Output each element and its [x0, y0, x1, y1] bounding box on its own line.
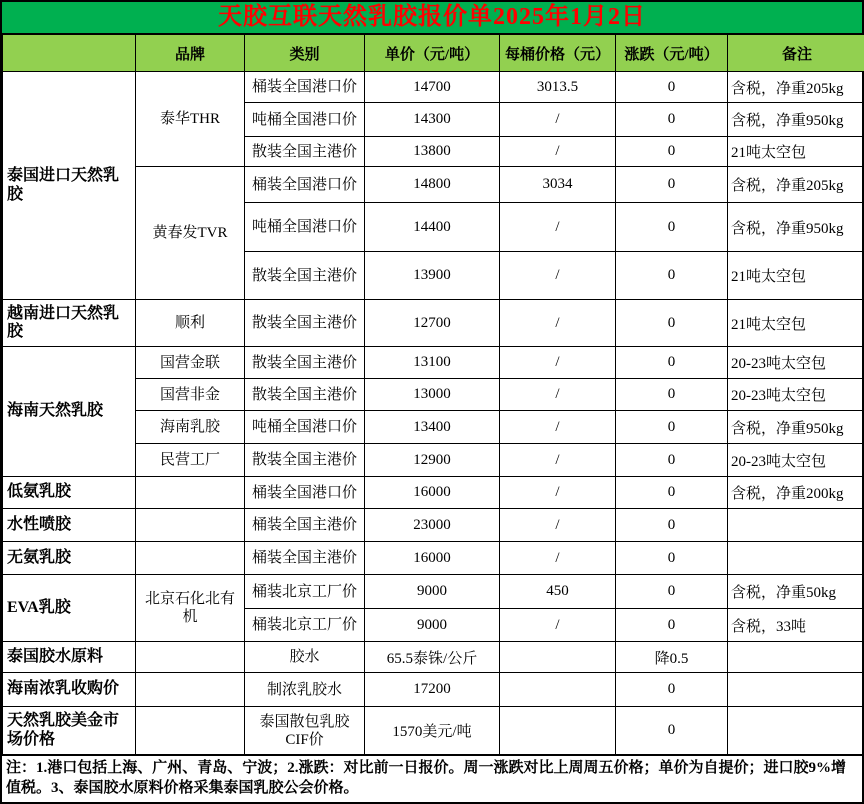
remark-cell: 20-23吨太空包: [728, 379, 864, 411]
value-cell: /: [500, 411, 616, 444]
column-header: 单价（元/吨）: [365, 35, 500, 72]
value-cell: 0: [616, 509, 728, 542]
footer-note: 注：1.港口包括上海、广州、青岛、宁波；2.涨跌：对比前一日报价。周一涨跌对比上周周五价格；单价为自提价；进口胶9%增值税。3、泰国胶水原料价格采集泰国乳胶公会价格。: [2, 755, 862, 802]
group-label-cell: 低氨乳胶: [3, 477, 136, 509]
group-label-cell: 越南进口天然乳胶: [3, 300, 136, 347]
value-cell: 23000: [365, 509, 500, 542]
category-cell: 吨桶全国港口价: [245, 411, 365, 444]
brand-cell: [136, 542, 245, 575]
column-header: 每桶价格（元）: [500, 35, 616, 72]
value-cell: 1570美元/吨: [365, 707, 500, 755]
category-cell: 散装全国主港价: [245, 347, 365, 379]
value-cell: 17200: [365, 673, 500, 707]
remark-cell: 含税，净重50kg: [728, 575, 864, 609]
brand-cell: 国营金联: [136, 347, 245, 379]
group-label-cell: 天然乳胶美金市场价格: [3, 707, 136, 755]
value-cell: 0: [616, 673, 728, 707]
group-label-cell: 无氨乳胶: [3, 542, 136, 575]
table-row: [3, 707, 864, 755]
brand-cell: [136, 673, 245, 707]
remark-cell: 含税，净重205kg: [728, 72, 864, 103]
category-cell: 吨桶全国港口价: [245, 203, 365, 252]
remark-cell: 含税，净重205kg: [728, 167, 864, 203]
category-cell: 桶装全国主港价: [245, 509, 365, 542]
category-cell: 桶装北京工厂价: [245, 609, 365, 642]
group-label-cell: 泰国胶水原料: [3, 642, 136, 673]
value-cell: /: [500, 137, 616, 167]
remark-cell: [728, 642, 864, 673]
value-cell: [500, 707, 616, 755]
brand-cell: 顺利: [136, 300, 245, 347]
table-row: [3, 347, 864, 379]
remark-cell: [728, 707, 864, 755]
brand-cell: [136, 642, 245, 673]
value-cell: 0: [616, 707, 728, 755]
value-cell: 3034: [500, 167, 616, 203]
value-cell: /: [500, 542, 616, 575]
group-label-cell: 水性喷胶: [3, 509, 136, 542]
column-header: 备注: [728, 35, 864, 72]
value-cell: 降0.5: [616, 642, 728, 673]
category-cell: 桶装北京工厂价: [245, 575, 365, 609]
category-cell: 散装全国主港价: [245, 252, 365, 300]
group-label-cell: EVA乳胶: [3, 575, 136, 642]
brand-cell: [136, 707, 245, 755]
value-cell: 9000: [365, 575, 500, 609]
category-cell: 桶装全国港口价: [245, 72, 365, 103]
value-cell: 12900: [365, 444, 500, 477]
value-cell: 0: [616, 609, 728, 642]
brand-cell: 国营非金: [136, 379, 245, 411]
category-cell: 散装全国主港价: [245, 137, 365, 167]
value-cell: 0: [616, 203, 728, 252]
value-cell: /: [500, 300, 616, 347]
brand-cell: 黄春发TVR: [136, 167, 245, 300]
category-cell: 散装全国主港价: [245, 444, 365, 477]
category-cell: 散装全国主港价: [245, 379, 365, 411]
value-cell: 13800: [365, 137, 500, 167]
remark-cell: 21吨太空包: [728, 300, 864, 347]
value-cell: /: [500, 103, 616, 137]
value-cell: 13900: [365, 252, 500, 300]
value-cell: 0: [616, 411, 728, 444]
value-cell: 0: [616, 103, 728, 137]
remark-cell: 含税，净重200kg: [728, 477, 864, 509]
value-cell: 14300: [365, 103, 500, 137]
value-cell: 13000: [365, 379, 500, 411]
category-cell: 桶装全国港口价: [245, 477, 365, 509]
table-row: [3, 477, 864, 509]
value-cell: 0: [616, 444, 728, 477]
category-cell: 胶水: [245, 642, 365, 673]
value-cell: 12700: [365, 300, 500, 347]
table-row: [3, 509, 864, 542]
table-row: [3, 72, 864, 103]
header-row: [3, 35, 864, 72]
value-cell: 0: [616, 137, 728, 167]
table-body: [3, 72, 864, 755]
value-cell: /: [500, 609, 616, 642]
value-cell: 0: [616, 379, 728, 411]
column-header: [3, 35, 136, 72]
brand-cell: [136, 509, 245, 542]
value-cell: 16000: [365, 542, 500, 575]
value-cell: 14400: [365, 203, 500, 252]
remark-cell: 21吨太空包: [728, 252, 864, 300]
value-cell: 0: [616, 575, 728, 609]
value-cell: /: [500, 509, 616, 542]
value-cell: 14700: [365, 72, 500, 103]
brand-cell: 北京石化北有机: [136, 575, 245, 642]
category-cell: 制浓乳胶水: [245, 673, 365, 707]
value-cell: /: [500, 347, 616, 379]
value-cell: 0: [616, 347, 728, 379]
column-header: 品牌: [136, 35, 245, 72]
value-cell: 0: [616, 252, 728, 300]
remark-cell: 含税，净重950kg: [728, 203, 864, 252]
value-cell: 450: [500, 575, 616, 609]
remark-cell: 20-23吨太空包: [728, 444, 864, 477]
column-header: 涨跌（元/吨）: [616, 35, 728, 72]
value-cell: [500, 642, 616, 673]
sheet-title: 天胶互联天然乳胶报价单2025年1月2日: [2, 2, 862, 34]
value-cell: 0: [616, 542, 728, 575]
table-row: [3, 642, 864, 673]
group-label-cell: 海南浓乳收购价: [3, 673, 136, 707]
remark-cell: [728, 509, 864, 542]
remark-cell: 含税，净重950kg: [728, 411, 864, 444]
value-cell: 0: [616, 300, 728, 347]
group-label-cell: 泰国进口天然乳胶: [3, 72, 136, 300]
value-cell: 0: [616, 72, 728, 103]
value-cell: 14800: [365, 167, 500, 203]
value-cell: 0: [616, 477, 728, 509]
remark-cell: 含税，净重950kg: [728, 103, 864, 137]
remark-cell: [728, 673, 864, 707]
category-cell: 吨桶全国港口价: [245, 103, 365, 137]
table-row: [3, 673, 864, 707]
category-cell: 泰国散包乳胶CIF价: [245, 707, 365, 755]
value-cell: 16000: [365, 477, 500, 509]
category-cell: 桶装全国主港价: [245, 542, 365, 575]
value-cell: 13100: [365, 347, 500, 379]
category-cell: 散装全国主港价: [245, 300, 365, 347]
column-header: 类别: [245, 35, 365, 72]
value-cell: 9000: [365, 609, 500, 642]
value-cell: 3013.5: [500, 72, 616, 103]
value-cell: 0: [616, 167, 728, 203]
brand-cell: 泰华THR: [136, 72, 245, 167]
value-cell: /: [500, 252, 616, 300]
table-row: [3, 300, 864, 347]
price-table: [2, 34, 864, 755]
group-label-cell: 海南天然乳胶: [3, 347, 136, 477]
brand-cell: [136, 477, 245, 509]
value-cell: /: [500, 203, 616, 252]
remark-cell: 21吨太空包: [728, 137, 864, 167]
value-cell: 13400: [365, 411, 500, 444]
value-cell: /: [500, 477, 616, 509]
value-cell: 65.5泰铢/公斤: [365, 642, 500, 673]
table-row: [3, 575, 864, 609]
brand-cell: 民营工厂: [136, 444, 245, 477]
value-cell: /: [500, 444, 616, 477]
brand-cell: 海南乳胶: [136, 411, 245, 444]
table-header: [3, 35, 864, 72]
value-cell: [500, 673, 616, 707]
value-cell: /: [500, 379, 616, 411]
table-row: [3, 542, 864, 575]
category-cell: 桶装全国港口价: [245, 167, 365, 203]
remark-cell: 20-23吨太空包: [728, 347, 864, 379]
remark-cell: 含税，33吨: [728, 609, 864, 642]
remark-cell: [728, 542, 864, 575]
